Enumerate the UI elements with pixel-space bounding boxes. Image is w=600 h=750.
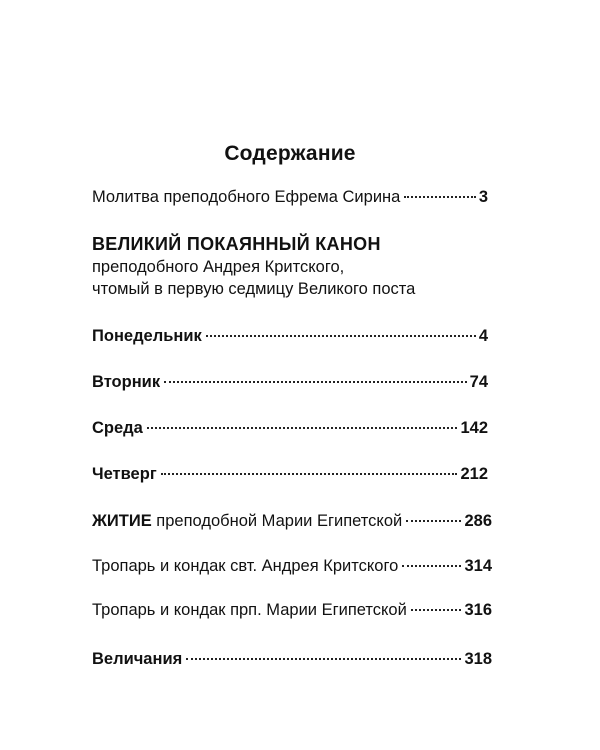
toc-entry-label: Тропарь и кондак свт. Андрея Критского — [92, 557, 399, 575]
dot-leader — [206, 335, 476, 337]
canon-subtitle-line2: чтомый в первую седмицу Великого поста — [92, 280, 416, 298]
toc-entry-troparion-andrew — [92, 557, 492, 576]
toc-entry-label: Тропарь и кондак прп. Марии Египетской — [92, 601, 407, 619]
toc-entry-wednesday — [92, 419, 488, 438]
toc-entry-monday — [92, 327, 488, 346]
toc-entry-page: 318 — [464, 650, 492, 668]
toc-entry-thursday — [92, 465, 488, 484]
canon-heading: ВЕЛИКИЙ ПОКАЯННЫЙ КАНОН — [92, 234, 381, 254]
toc-entry-magnifications — [92, 650, 492, 669]
toc-entry-page: 3 — [478, 188, 488, 206]
dot-leader — [402, 565, 461, 567]
toc-entry-tuesday — [92, 373, 488, 392]
toc-entry-life — [92, 512, 492, 531]
dot-leader — [186, 658, 461, 660]
dot-leader — [147, 427, 458, 429]
toc-entry-page: 212 — [460, 465, 488, 483]
dot-leader — [406, 520, 461, 522]
toc-entry-label — [92, 512, 402, 531]
toc-entry-page: 286 — [464, 512, 492, 530]
toc-entry-label: Четверг — [92, 465, 157, 483]
toc-entry-page: 314 — [464, 557, 492, 575]
life-rest: преподобной Марии Египетской — [151, 512, 403, 530]
toc-entry-label: Понедельник — [92, 327, 202, 345]
dot-leader — [164, 381, 467, 383]
toc-entry-page: 74 — [469, 373, 488, 391]
life-lead: ЖИТИЕ — [92, 512, 152, 530]
toc-entry-page: 316 — [464, 601, 492, 619]
toc-entry-label: Среда — [92, 419, 143, 437]
canon-subtitle-line1: преподобного Андрея Критского, — [92, 258, 345, 276]
page-title: Содержание — [224, 142, 356, 165]
toc-entry-page: 142 — [460, 419, 488, 437]
dot-leader — [411, 609, 462, 611]
toc-entry-page: 4 — [478, 327, 488, 345]
toc-entry-label: Вторник — [92, 373, 161, 391]
toc-entry-label: Молитва преподобного Ефрема Сирина — [92, 188, 401, 206]
dot-leader — [161, 473, 458, 475]
toc-entry-label: Величания — [92, 650, 183, 668]
dot-leader — [404, 196, 475, 198]
toc-entry-troparion-mary — [92, 601, 492, 620]
toc-entry-prayer — [92, 188, 488, 207]
